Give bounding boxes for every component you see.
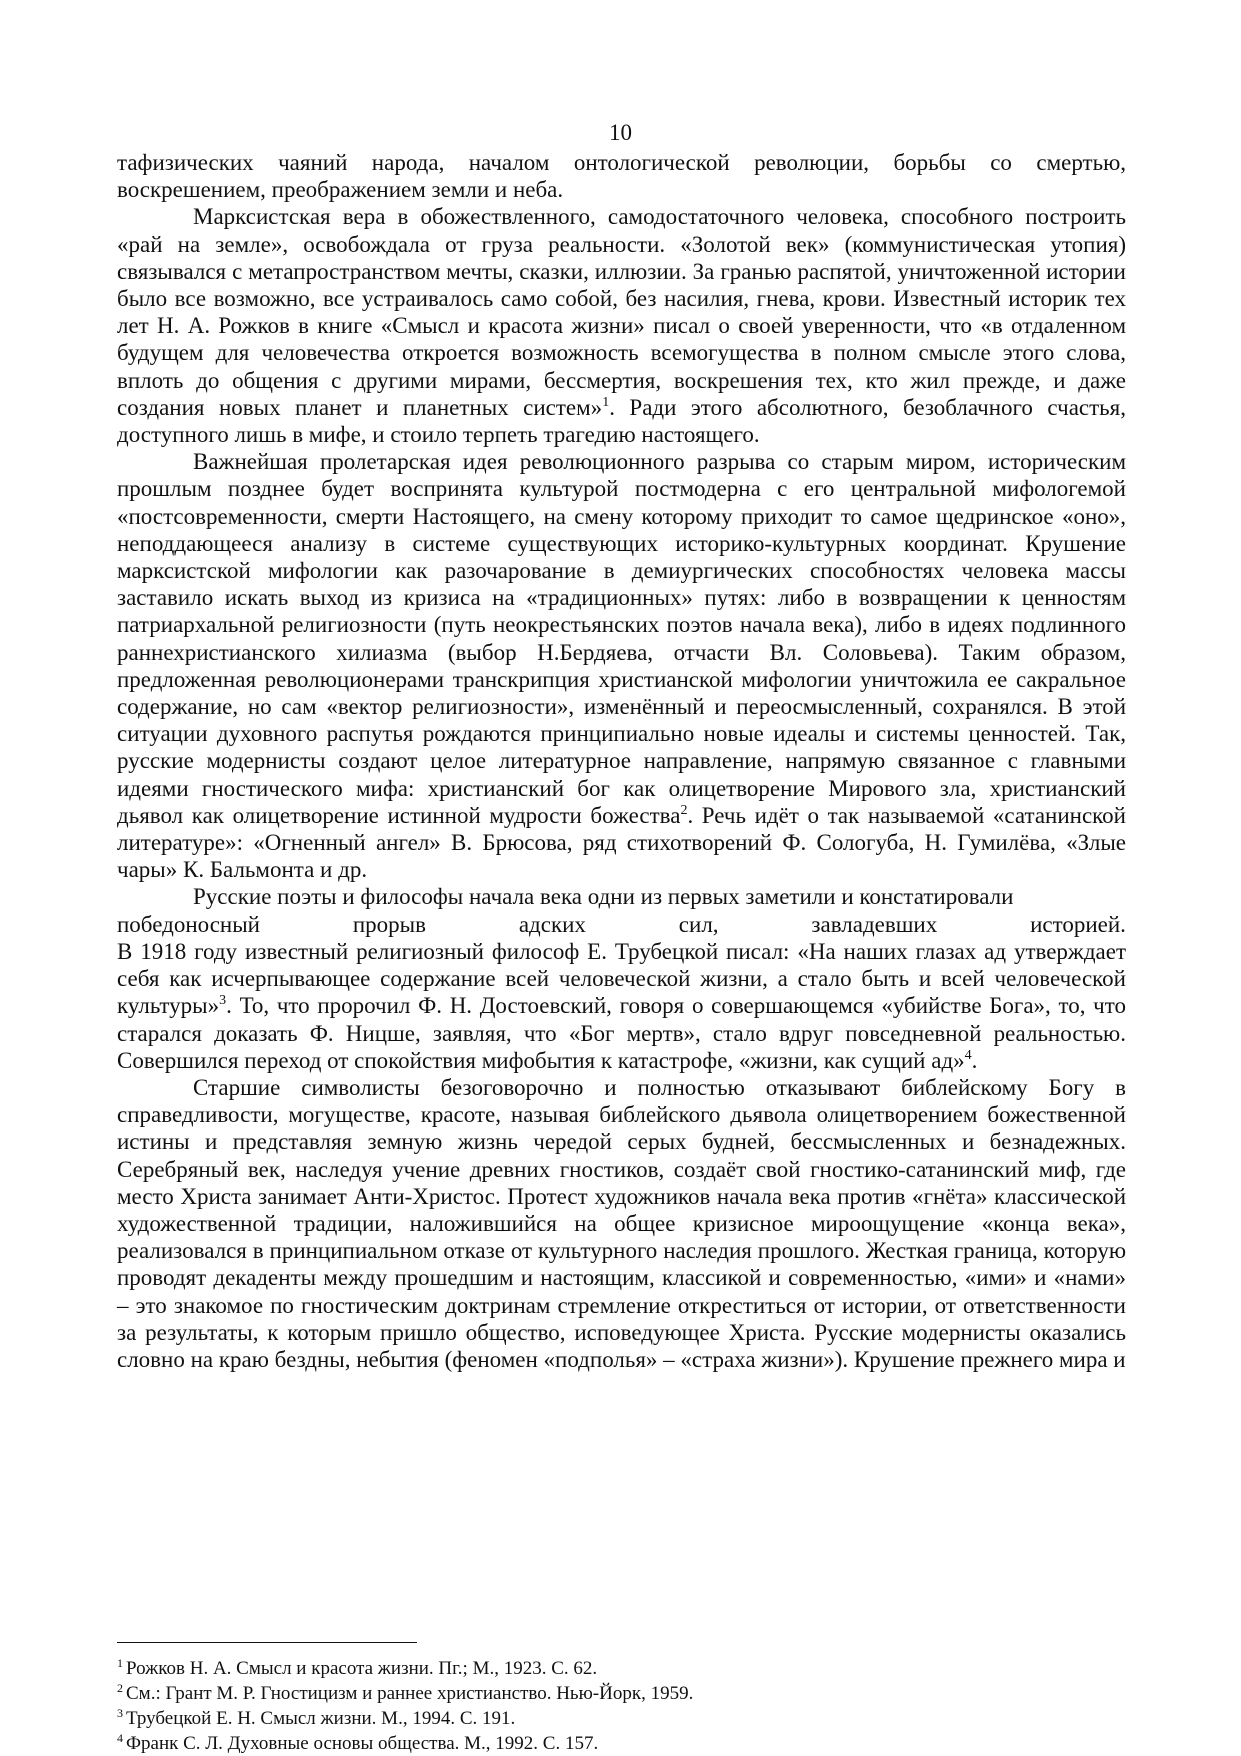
footnote-number: 4	[117, 1731, 123, 1745]
footnote-separator	[117, 1642, 417, 1643]
paragraph-3-text-a: Важнейшая пролетарская идея революционного разрыва со старым миром, историческим прошлым позднее будет воспринята культурой постмодерна с его центральной мифологемой «постсовременности, смерти Настоящего, на смену которому приходит то самое щедринское «оно», неподдающееся анализу в системе существующих историко-культурных координат. Крушение марксистской мифологии как разочарование в демиургических способностях человека массы заставило искать выход из кризиса на «традиционных» путях: либо в возвращении к ценностям патриархальной религиозности (путь неокрестьянских поэтов начала века), либо в идеях подлинного раннехристианского хилиазма (выбор Н.Бердяева, отчасти Вл. Соловьева). Таким образом, предложенная революционерами транскрипция христианской мифологии уничтожила ее сакральное содержание, но сам «вектор религиозности», изменённый и переосмысленный, сохранялся. В этой ситуации духовного распутья рождаются принципиально новые идеалы и системы ценностей. Так, русские модернисты создают целое литературное направление, напрямую связанное с главными идеями гностического мифа: христианский бог как олицетворение Мирового зла, христианский дьявол как олицетворение истинной мудрости божества	[117, 449, 1126, 828]
paragraph-2-text-a: Марксистская вера в обожествленного, самодостаточного человека, способного построить «рай на земле», освобождала от груза реальности. «Золотой век» (коммунистическая утопия) связывался с метапространством мечты, сказки, иллюзии. За гранью распятой, уничтоженной истории было все возможно, все устраивалось само собой, без насилия, гнева, крови. Известный историк тех лет Н. А. Рожков в книге «Смысл и красота жизни» писал о своей уверенности, что «в отдаленном будущем для человечества откроется возможность всемогущества в полном смысле этого слова, вплоть до общения с другими мирами, бессмертия, воскрешения тех, кто жил прежде, и даже создания новых планет и планетных систем»	[117, 204, 1126, 420]
paragraph-2	[117, 203, 1126, 448]
page-number: 10	[609, 120, 632, 145]
footnote-number: 2	[117, 1681, 123, 1695]
spread-word: победоносный	[117, 911, 260, 937]
footnote-text: Франк С. Л. Духовные основы общества. М., 1992. С. 157.	[126, 1733, 599, 1754]
paragraph-4-rest	[117, 938, 1126, 1074]
footnote-4	[117, 1731, 1126, 1756]
footnote-ref-3[interactable]: 3	[219, 993, 227, 1009]
paragraph-5: Старшие символисты безоговорочно и полностью отказывают библейскому Богу в справедливости, могуществе, красоте, называя библейского дьявола олицетворением божественной истины и представляя земную жизнь чередой серых будней, бессмысленных и безнадежных. Серебряный век, наследуя учение древних гностиков, создаёт свой гностико-сатанинский миф, где место Христа занимает Анти-Христос. Протест художников начала века против «гнёта» классической художественной традиции, наложившийся на общее кризисное мироощущение «конца века», реализовался в принципиальном отказе от культурного наследия прошлого. Жесткая граница, которую проводят декаденты между прошедшим и настоящим, классикой и современностью, «ими» и «нами» – это знакомое по гностическим доктринам стремление откреститься от истории, от ответственности за результаты, к которым пришло общество, исповедующее Христа. Русские модернисты оказались словно на краю бездны, небытия (феномен «подполья» – «страха жизни»). Крушение прежнего мира и	[117, 1074, 1126, 1372]
footnotes	[117, 1656, 1126, 1756]
paragraph-3	[117, 448, 1126, 883]
paragraph-3-text-b: . Речь идёт о так называемой «сатанинской литературе»: «Огненный ангел» В. Брюсова, ряд стихотворений Ф. Сологуба, Н. Гумилёва, «Злые чары» К. Бальмонта и др.	[117, 802, 1126, 883]
footnote-ref-2[interactable]: 2	[680, 802, 688, 818]
paragraph-4-text-c: .	[971, 1047, 978, 1073]
footnote-1	[117, 1656, 1126, 1681]
paragraph-1: тафизических чаяний народа, началом онтологической революции, борьбы со смертью, воскрешением, преображением земли и неба.	[117, 150, 1126, 203]
spread-word: сил,	[678, 911, 719, 937]
footnote-text: Рожков Н. А. Смысл и красота жизни. Пг.; М., 1923. С. 62.	[126, 1658, 598, 1679]
footnote-text: Трубецкой Е. Н. Смысл жизни. М., 1994. С. 191.	[126, 1708, 516, 1729]
footnote-3	[117, 1706, 1126, 1731]
paragraph-4-line-1: Русские поэты и философы начала века одни из первых заметили и констатировали	[193, 884, 1014, 910]
spread-word: прорыв	[352, 911, 426, 937]
spread-word: адских	[518, 911, 586, 937]
footnote-text: См.: Грант М. Р. Гностицизм и раннее христианство. Нью-Йорк, 1959.	[126, 1683, 694, 1704]
footnote-number: 3	[117, 1706, 123, 1720]
main-text	[117, 149, 1126, 1373]
spread-word: завладевших	[811, 911, 938, 937]
footnote-number: 1	[117, 1656, 123, 1670]
paragraph-4-text-a: В 1918 году известный религиозный философ Е. Трубецкой писал: «На наших глазах ад утверждает себя как исчерпывающее содержание всей человеческой жизни, а стало быть и всей человеческой культуры»	[117, 938, 1126, 1019]
footnote-ref-4[interactable]: 4	[964, 1047, 972, 1063]
paragraph-4-text-b: . То, что пророчил Ф. Н. Достоевский, говоря о совершающемся «убийстве Бога», то, что старался доказать Ф. Ницше, заявляя, что «Бог мертв», стало вдруг повседневной реальностью. Совершился переход от спокойствия мифобытия к катастрофе, «жизни, как сущий ад»	[117, 993, 1126, 1073]
spread-word: историей.	[1030, 911, 1126, 937]
footnote-2	[117, 1681, 1126, 1706]
footnote-ref-1[interactable]: 1	[602, 394, 610, 410]
paragraph-4-spread-line	[117, 911, 1126, 938]
paragraph-2-text-b: . Ради этого абсолютного, безоблачного счастья, доступного лишь в мифе, и стоило терпеть трагедию настоящего.	[117, 394, 1126, 448]
